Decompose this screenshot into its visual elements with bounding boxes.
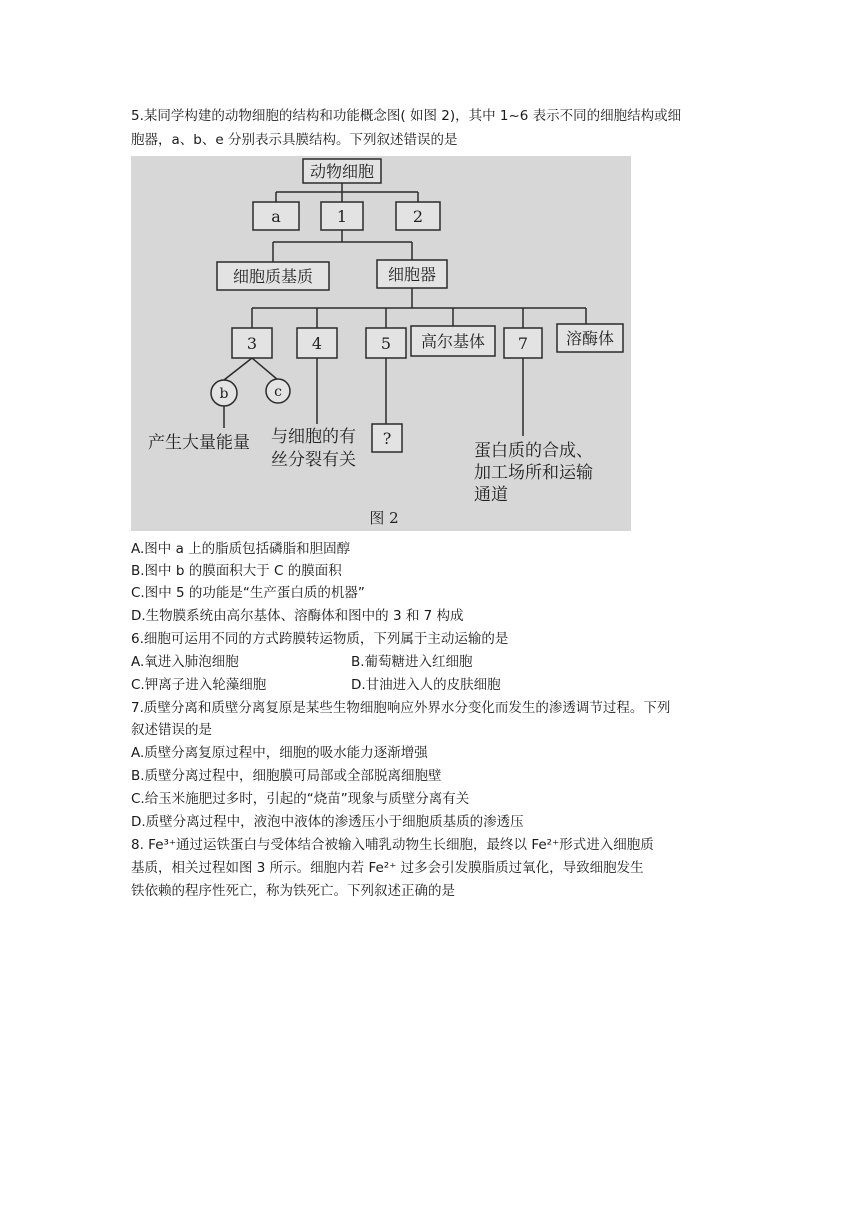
concept-map-svg: [131, 156, 631, 531]
node-animal-cell-label: 动物细胞: [309, 162, 375, 181]
node-animal-cell: [303, 159, 381, 183]
node-2: [396, 202, 440, 230]
q7-stem-line1: 7.质壁分离和质壁分离复原是某些生物细胞响应外界水分变化而发生的渗透调节过程。下列: [131, 700, 671, 716]
protein-label-line2: 加工场所和运输: [474, 463, 593, 483]
node-7: [504, 328, 542, 358]
q8-stem-line1: 8. Fe³⁺通过运铁蛋白与受体结合被输入哺乳动物生长细胞，最终以 Fe²⁺形式进入细胞质: [131, 837, 654, 853]
node-golgi: [411, 326, 495, 356]
node-b: [211, 380, 237, 406]
q6-stem: 6.细胞可运用不同的方式跨膜转运物质，下列属于主动运输的是: [131, 631, 509, 647]
node-2-label: 2: [412, 207, 424, 226]
q6-option-a: A.氧进入肺泡细胞: [131, 654, 239, 670]
node-5: [366, 328, 406, 358]
node-question: [372, 424, 402, 452]
node-a: [253, 202, 299, 230]
node-4: [297, 328, 337, 358]
node-4-label: 4: [311, 334, 323, 353]
node-cytoplasm-matrix-label: 细胞质基质: [232, 267, 314, 286]
node-5-label: 5: [380, 334, 392, 353]
energy-label: 产生大量能量: [148, 433, 250, 453]
node-3: [232, 328, 272, 358]
node-a-label: a: [271, 207, 281, 226]
node-lysosome: [557, 324, 623, 352]
node-organelle: [377, 260, 447, 288]
node-c-label: c: [274, 384, 282, 400]
q7-option-c: C.给玉米施肥过多时，引起的“烧苗”现象与质壁分离有关: [131, 791, 470, 807]
concept-map-figure: [131, 156, 631, 531]
q5-option-a: A.图中 a 上的脂质包括磷脂和胆固醇: [131, 541, 351, 557]
figure-caption: 图 2: [369, 509, 399, 527]
node-1-label: 1: [336, 207, 348, 226]
q8-stem-line2: 基质，相关过程如图 3 所示。细胞内若 Fe²⁺ 过多会引发膜脂质过氧化，导致细胞发生: [131, 860, 644, 876]
q6-option-b: B.葡萄糖进入红细胞: [351, 654, 473, 670]
node-c: [266, 379, 290, 403]
node-cytoplasm-matrix: [217, 262, 329, 290]
q6-option-d: D.甘油进入人的皮肤细胞: [351, 677, 501, 693]
mitosis-label-line2: 丝分裂有关: [271, 450, 356, 470]
q5-stem-line2: 胞器，a、b、e 分别表示具膜结构。下列叙述错误的是: [131, 132, 458, 148]
node-lysosome-label: 溶酶体: [565, 329, 615, 348]
node-organelle-label: 细胞器: [387, 265, 437, 284]
q6-option-c: C.钾离子进入轮藻细胞: [131, 677, 267, 693]
node-1: [321, 202, 363, 230]
q7-option-b: B.质壁分离过程中，细胞膜可局部或全部脱离细胞壁: [131, 768, 442, 784]
q5-stem-line1: 5.某同学构建的动物细胞的结构和功能概念图( 如图 2)，其中 1~6 表示不同的细胞结构或细: [131, 108, 682, 124]
node-golgi-label: 高尔基体: [420, 332, 486, 351]
node-7-label: 7: [517, 334, 529, 353]
q5-option-d: D.生物膜系统由高尔基体、溶酶体和图中的 3 和 7 构成: [131, 608, 464, 624]
node-b-label: b: [219, 386, 229, 402]
q7-option-d: D.质壁分离过程中，液泡中液体的渗透压小于细胞质基质的渗透压: [131, 814, 524, 830]
q5-option-b: B.图中 b 的膜面积大于 C 的膜面积: [131, 563, 342, 579]
protein-label-line3: 通道: [474, 485, 508, 505]
node-3-label: 3: [246, 334, 258, 353]
q7-stem-line2: 叙述错误的是: [131, 722, 212, 738]
q7-option-a: A.质壁分离复原过程中，细胞的吸水能力逐渐增强: [131, 745, 428, 761]
protein-label-line1: 蛋白质的合成、: [474, 441, 593, 461]
node-question-label: ?: [382, 429, 392, 448]
q8-stem-line3: 铁依赖的程序性死亡，称为铁死亡。下列叙述正确的是: [131, 883, 455, 899]
q5-option-c: C.图中 5 的功能是“生产蛋白质的机器”: [131, 585, 365, 601]
mitosis-label-line1: 与细胞的有: [271, 427, 356, 447]
